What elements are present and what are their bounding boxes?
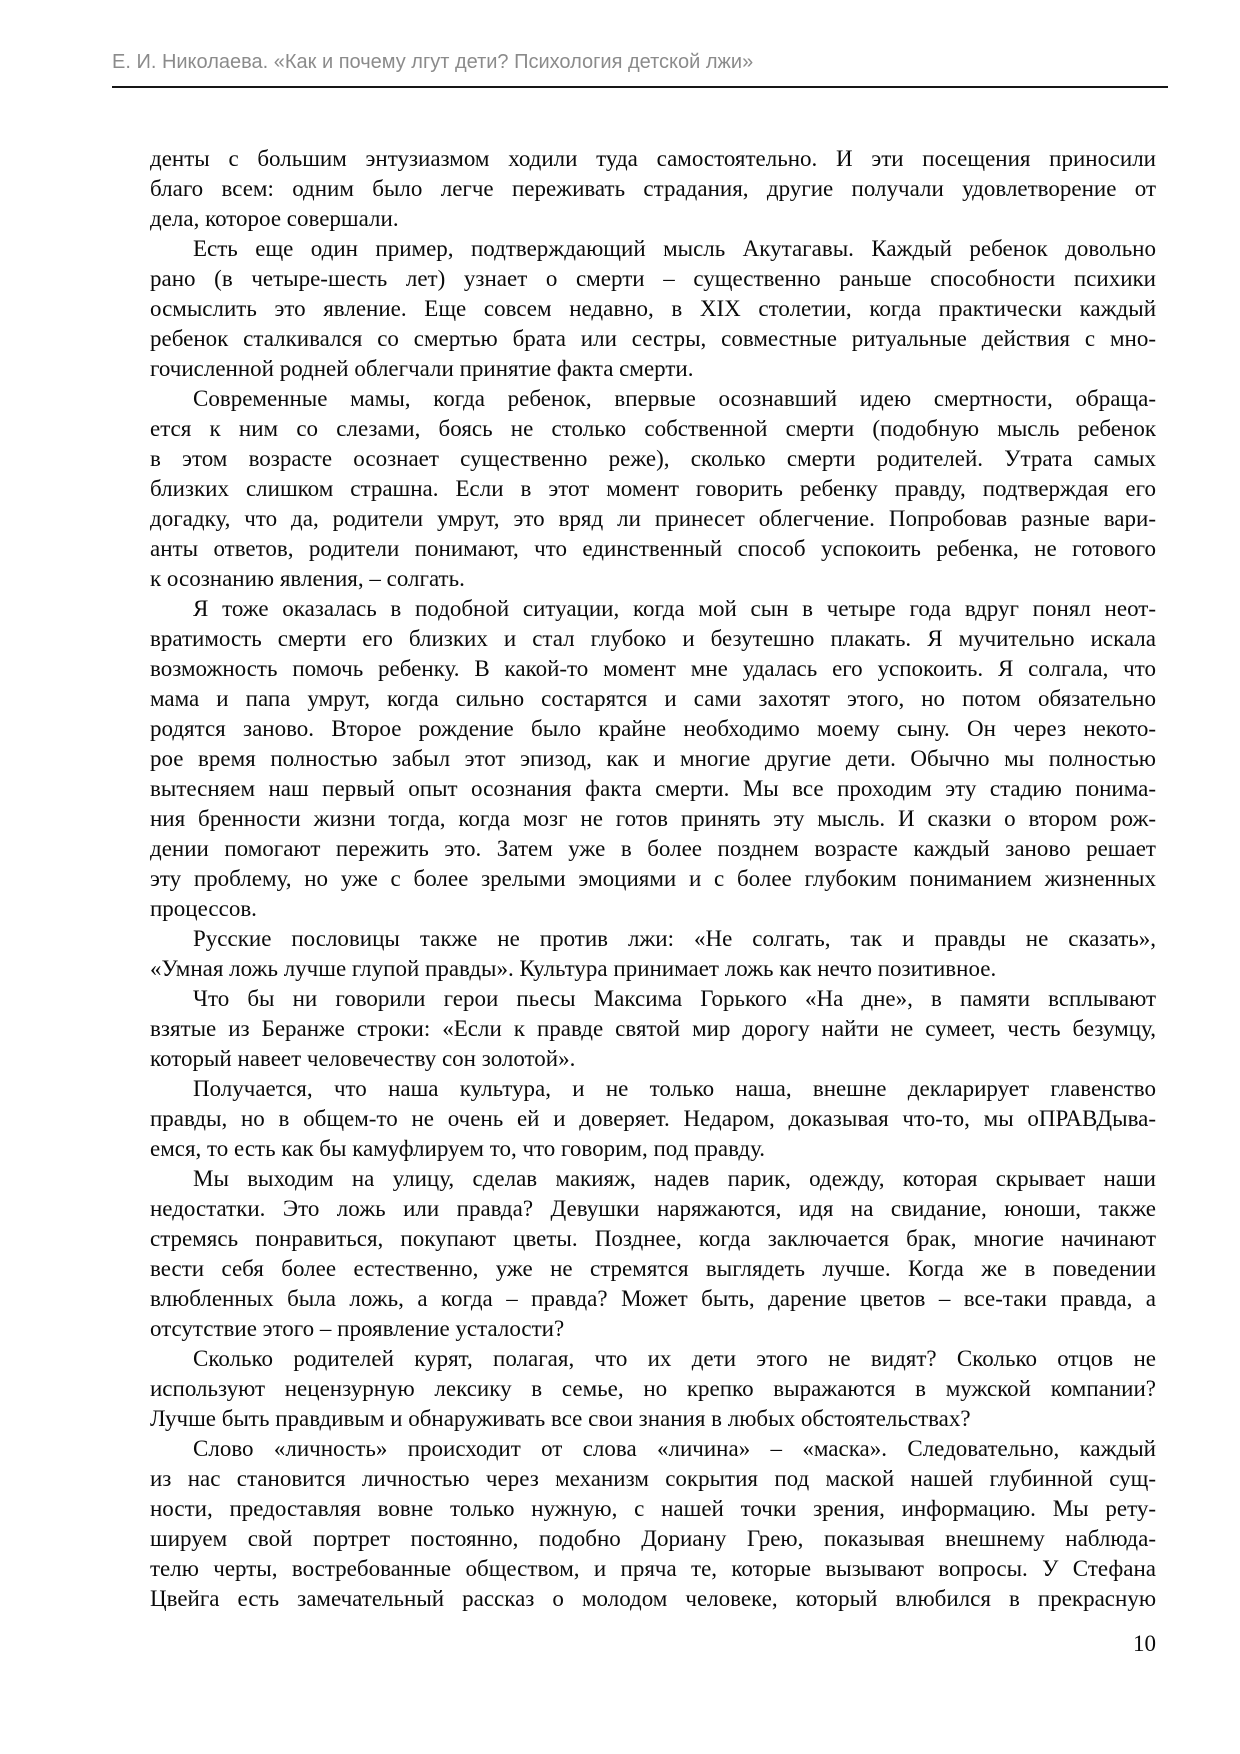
text-line: недостатки. Это ложь или правда? Девушки наряжаются, идя на свидание, юноши, также [150,1196,1156,1221]
text-line: к осознанию явления, – солгать. [150,566,465,591]
text-line: Сколько родителей курят, полагая, что их дети этого не видят? Сколько отцов не [193,1346,1156,1371]
text-line: Лучше быть правдивым и обнаруживать все свои знания в любых обстоятельствах? [150,1406,971,1431]
text-line: рое время полностью забыл этот эпизод, как и многие другие дети. Обычно мы полностью [150,746,1156,771]
text-line: из нас становится личностью через механизм сокрытия под маской нашей глубинной сущ- [150,1466,1156,1491]
text-line: денты с большим энтузиазмом ходили туда самостоятельно. И эти посещения приносили [150,146,1156,171]
text-line: влюбленных была ложь, а когда – правда? Может быть, дарение цветов – все-таки правда, а [150,1286,1156,1311]
text-line: гочисленной родней облегчали принятие факта смерти. [150,356,694,381]
text-line: в этом возрасте осознает существенно реже), сколько смерти родителей. Утрата самых [150,446,1156,471]
text-line: используют нецензурную лексику в семье, но крепко выражаются в мужской компании? [150,1376,1156,1401]
text-line: Я тоже оказалась в подобной ситуации, когда мой сын в четыре года вдруг понял неот- [193,596,1156,621]
text-line: который навеет человечеству сон золотой». [150,1046,576,1071]
text-line: процессов. [150,896,257,921]
text-line: Что бы ни говорили герои пьесы Максима Горького «На дне», в памяти всплывают [193,986,1156,1011]
text-line: Есть еще один пример, подтверждающий мысль Акутагавы. Каждый ребенок довольно [193,236,1156,261]
text-line: ется к ним со слезами, боясь не столько собственной смерти (подобную мысль ребенок [150,416,1156,441]
text-line: стремясь понравиться, покупают цветы. Позднее, когда заключается брак, многие начинают [150,1226,1156,1251]
text-line: Современные мамы, когда ребенок, впервые осознавший идею смертности, обраща- [193,386,1156,411]
text-line: родятся заново. Второе рождение было крайне необходимо моему сыну. Он через некото- [150,716,1156,741]
running-header-title: Е. И. Николаева. «Как и почему лгут дети? Психология детской лжи» [112,51,754,73]
text-line: Мы выходим на улицу, сделав макияж, надев парик, одежду, которая скрывает наши [193,1166,1156,1191]
text-line: ребенок сталкивался со смертью брата или сестры, совместные ритуальные действия с мно- [150,326,1156,351]
text-line: шируем свой портрет постоянно, подобно Дориану Грею, показывая внешнему наблюда- [150,1526,1156,1551]
text-line: телю черты, востребованные обществом, и пряча те, которые вызывают вопросы. У Стефана [150,1556,1156,1581]
text-line: эту проблему, но уже с более зрелыми эмоциями и с более глубоким пониманием жизненных [150,866,1156,891]
text-line: дела, которое совершали. [150,206,399,231]
text-line: «Умная ложь лучше глупой правды». Культура принимает ложь как нечто позитивное. [150,956,997,981]
text-line: Получается, что наша культура, и не только наша, внешне декларирует главенство [193,1076,1156,1101]
text-line: Цвейга есть замечательный рассказ о молодом человеке, который влюбился в прекрасную [150,1586,1156,1611]
text-line: мама и папа умрут, когда сильно состарятся и сами захотят этого, но потом обязательно [150,686,1156,711]
text-line: ности, предоставляя вовне только нужную, с нашей точки зрения, информацию. Мы рету- [150,1496,1156,1521]
text-line: вытесняем наш первый опыт осознания факта смерти. Мы все проходим эту стадию понима- [150,776,1156,801]
text-line: благо всем: одним было легче переживать страдания, другие получали удовлетворение от [150,176,1156,201]
text-line: вратимость смерти его близких и стал глубоко и безутешно плакать. Я мучительно искала [150,626,1156,651]
text-line: Русские пословицы также не против лжи: «Не солгать, так и правды не сказать», [193,926,1156,951]
text-line: близких слишком страшна. Если в этот момент говорить ребенку правду, подтверждая его [150,476,1156,501]
text-line: возможность помочь ребенку. В какой-то момент мне удалась его успокоить. Я солгала, что [150,656,1156,681]
page-number: 10 [1133,1631,1156,1656]
text-line: ния бренности жизни тогда, когда мозг не готов принять эту мысль. И сказки о втором рож- [150,806,1156,831]
text-line: взятые из Беранже строки: «Если к правде святой мир дорогу найти не сумеет, честь безумцу, [150,1016,1156,1041]
text-line: отсутствие этого – проявление усталости? [150,1316,565,1341]
text-block [150,144,1156,1614]
text-line: рано (в четыре-шесть лет) узнает о смерти – существенно раньше способности психики [150,266,1156,291]
text-line: правды, но в общем-то не очень ей и доверяет. Недаром, доказывая что-то, мы оПРАВДыва- [150,1106,1156,1131]
text-line: догадку, что да, родители умрут, это вряд ли принесет облегчение. Попробовав разные вари- [150,506,1156,531]
header-rule [112,86,1168,88]
text-line: осмыслить это явление. Еще совсем недавно, в XIX столетии, когда практически каждый [150,296,1156,321]
text-line: дении помогают пережить это. Затем уже в более позднем возрасте каждый заново решает [150,836,1156,861]
text-line: анты ответов, родители понимают, что единственный способ успокоить ребенка, не готового [150,536,1156,561]
text-line: Слово «личность» происходит от слова «личина» – «маска». Следовательно, каждый [193,1436,1156,1461]
text-line: вести себя более естественно, уже не стремятся выглядеть лучше. Когда же в поведении [150,1256,1156,1281]
text-line: емся, то есть как бы камуфлируем то, что говорим, под правду. [150,1136,766,1161]
